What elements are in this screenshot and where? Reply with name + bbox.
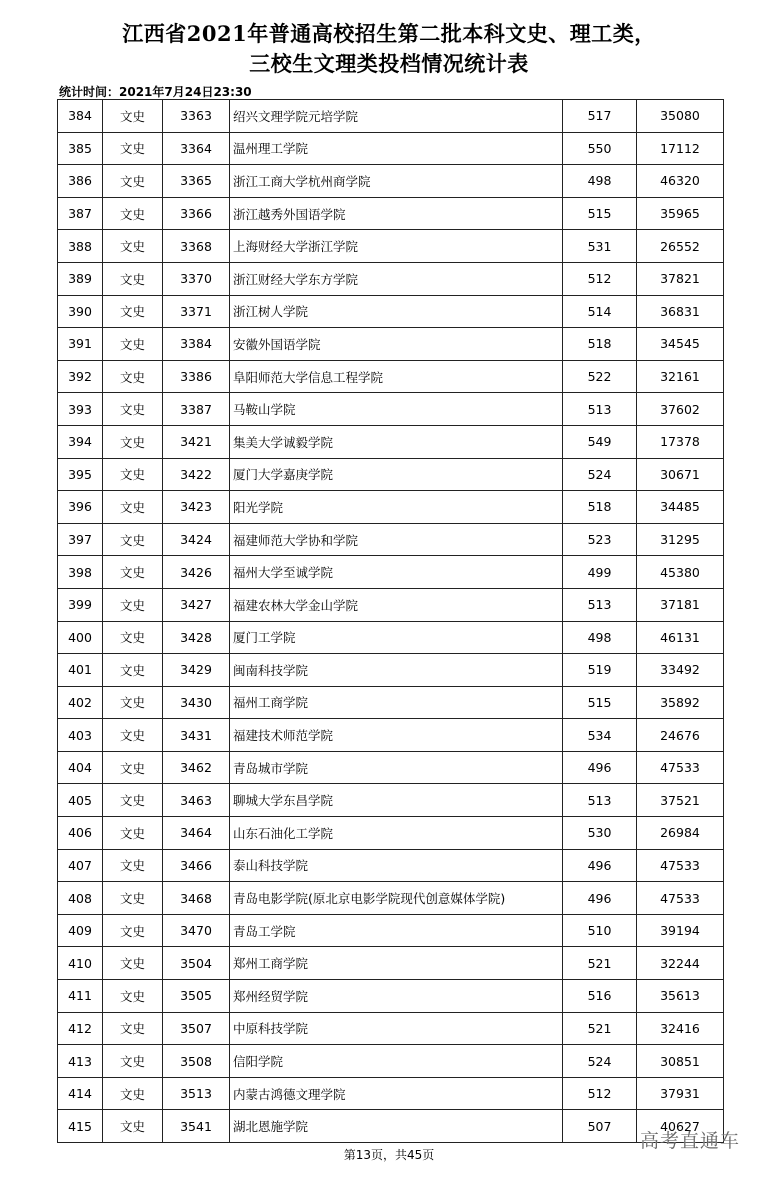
cell-rank: 46131 [637, 621, 724, 654]
cell-min-score: 510 [563, 914, 637, 947]
cell-row-index: 408 [58, 882, 103, 915]
cell-school-name: 青岛电影学院(原北京电影学院现代创意媒体学院) [230, 882, 563, 915]
cell-subject-category: 文史 [103, 132, 163, 165]
cell-row-index: 388 [58, 230, 103, 263]
cell-school-name: 浙江财经大学东方学院 [230, 262, 563, 295]
cell-row-index: 414 [58, 1077, 103, 1110]
cell-school-name: 浙江树人学院 [230, 295, 563, 328]
cell-min-score: 530 [563, 817, 637, 850]
cell-rank: 24676 [637, 719, 724, 752]
table-row [58, 425, 724, 458]
cell-rank: 37521 [637, 784, 724, 817]
cell-school-code: 3363 [163, 100, 230, 133]
cell-school-code: 3468 [163, 882, 230, 915]
cell-rank: 34545 [637, 328, 724, 361]
cell-subject-category: 文史 [103, 947, 163, 980]
cell-rank: 35613 [637, 980, 724, 1013]
cell-rank: 37821 [637, 262, 724, 295]
cell-school-name: 郑州经贸学院 [230, 980, 563, 1013]
cell-school-code: 3505 [163, 980, 230, 1013]
cell-row-index: 387 [58, 197, 103, 230]
cell-school-name: 安徽外国语学院 [230, 328, 563, 361]
cell-row-index: 399 [58, 588, 103, 621]
cell-min-score: 496 [563, 849, 637, 882]
cell-row-index: 391 [58, 328, 103, 361]
cell-min-score: 507 [563, 1110, 637, 1143]
cell-row-index: 389 [58, 262, 103, 295]
table-row [58, 262, 724, 295]
page-title-line1: 江西省2021年普通高校招生第二批本科文史、理工类， [122, 21, 656, 46]
cell-rank: 36831 [637, 295, 724, 328]
cell-row-index: 394 [58, 425, 103, 458]
cell-min-score: 550 [563, 132, 637, 165]
cell-row-index: 407 [58, 849, 103, 882]
cell-school-name: 厦门大学嘉庚学院 [230, 458, 563, 491]
cell-subject-category: 文史 [103, 882, 163, 915]
cell-school-code: 3387 [163, 393, 230, 426]
cell-rank: 17378 [637, 425, 724, 458]
table-row [58, 719, 724, 752]
cell-row-index: 400 [58, 621, 103, 654]
cell-school-code: 3384 [163, 328, 230, 361]
cell-rank: 32416 [637, 1012, 724, 1045]
cell-rank: 47533 [637, 849, 724, 882]
table-row [58, 197, 724, 230]
cell-min-score: 516 [563, 980, 637, 1013]
table-row [58, 817, 724, 850]
page-title-line2: 三校生文理类投档情况统计表 [249, 51, 529, 76]
table-row [58, 165, 724, 198]
watermark: 高考直通车 [640, 1130, 741, 1152]
cell-min-score: 549 [563, 425, 637, 458]
cell-school-code: 3421 [163, 425, 230, 458]
cell-subject-category: 文史 [103, 1077, 163, 1110]
cell-subject-category: 文史 [103, 328, 163, 361]
cell-school-name: 青岛城市学院 [230, 751, 563, 784]
page-footer: 第13页，共45页 [343, 1148, 435, 1162]
cell-subject-category: 文史 [103, 751, 163, 784]
cell-row-index: 411 [58, 980, 103, 1013]
table-row [58, 491, 724, 524]
cell-row-index: 392 [58, 360, 103, 393]
cell-min-score: 524 [563, 1045, 637, 1078]
cell-row-index: 409 [58, 914, 103, 947]
cell-row-index: 386 [58, 165, 103, 198]
cell-school-code: 3429 [163, 654, 230, 687]
cell-rank: 37602 [637, 393, 724, 426]
table-row [58, 328, 724, 361]
cell-school-name: 中原科技学院 [230, 1012, 563, 1045]
cell-min-score: 496 [563, 751, 637, 784]
cell-school-name: 湖北恩施学院 [230, 1110, 563, 1143]
cell-min-score: 523 [563, 523, 637, 556]
cell-min-score: 522 [563, 360, 637, 393]
table-row [58, 1045, 724, 1078]
cell-rank: 35965 [637, 197, 724, 230]
cell-row-index: 413 [58, 1045, 103, 1078]
cell-row-index: 404 [58, 751, 103, 784]
cell-rank: 30851 [637, 1045, 724, 1078]
cell-rank: 46320 [637, 165, 724, 198]
cell-subject-category: 文史 [103, 100, 163, 133]
cell-school-code: 3431 [163, 719, 230, 752]
cell-school-name: 福州工商学院 [230, 686, 563, 719]
cell-school-name: 温州理工学院 [230, 132, 563, 165]
cell-row-index: 406 [58, 817, 103, 850]
cell-row-index: 397 [58, 523, 103, 556]
table-body [58, 100, 724, 1143]
cell-school-code: 3422 [163, 458, 230, 491]
cell-school-code: 3428 [163, 621, 230, 654]
cell-subject-category: 文史 [103, 914, 163, 947]
cell-subject-category: 文史 [103, 165, 163, 198]
cell-school-name: 闽南科技学院 [230, 654, 563, 687]
cell-rank: 40627 [637, 1110, 724, 1143]
cell-school-name: 福州大学至诚学院 [230, 556, 563, 589]
cell-row-index: 396 [58, 491, 103, 524]
cell-row-index: 398 [58, 556, 103, 589]
cell-rank: 34485 [637, 491, 724, 524]
cell-row-index: 393 [58, 393, 103, 426]
cell-school-code: 3508 [163, 1045, 230, 1078]
cell-school-code: 3507 [163, 1012, 230, 1045]
cell-school-name: 浙江越秀外国语学院 [230, 197, 563, 230]
cell-rank: 37181 [637, 588, 724, 621]
cell-school-name: 集美大学诚毅学院 [230, 425, 563, 458]
cell-row-index: 390 [58, 295, 103, 328]
cell-min-score: 515 [563, 686, 637, 719]
table-row [58, 849, 724, 882]
cell-subject-category: 文史 [103, 1110, 163, 1143]
cell-min-score: 521 [563, 947, 637, 980]
cell-school-name: 福建农林大学金山学院 [230, 588, 563, 621]
cell-school-code: 3423 [163, 491, 230, 524]
cell-school-code: 3513 [163, 1077, 230, 1110]
table-row [58, 1077, 724, 1110]
cell-subject-category: 文史 [103, 1045, 163, 1078]
cell-school-code: 3370 [163, 262, 230, 295]
cell-min-score: 498 [563, 165, 637, 198]
cell-row-index: 402 [58, 686, 103, 719]
table-row [58, 621, 724, 654]
table-row [58, 751, 724, 784]
table-row [58, 523, 724, 556]
cell-school-name: 郑州工商学院 [230, 947, 563, 980]
cell-row-index: 403 [58, 719, 103, 752]
table-row [58, 230, 724, 263]
cell-min-score: 519 [563, 654, 637, 687]
cell-school-code: 3504 [163, 947, 230, 980]
cell-rank: 32161 [637, 360, 724, 393]
statistics-time: 统计时间：2021年7月24日23:30 [59, 85, 252, 99]
cell-school-code: 3464 [163, 817, 230, 850]
table-row [58, 914, 724, 947]
table-row [58, 556, 724, 589]
cell-school-code: 3368 [163, 230, 230, 263]
cell-school-code: 3364 [163, 132, 230, 165]
cell-school-code: 3430 [163, 686, 230, 719]
cell-row-index: 405 [58, 784, 103, 817]
cell-subject-category: 文史 [103, 784, 163, 817]
cell-subject-category: 文史 [103, 523, 163, 556]
table-row [58, 784, 724, 817]
table-row [58, 458, 724, 491]
cell-rank: 33492 [637, 654, 724, 687]
cell-subject-category: 文史 [103, 425, 163, 458]
cell-min-score: 513 [563, 393, 637, 426]
table-row [58, 588, 724, 621]
cell-subject-category: 文史 [103, 262, 163, 295]
cell-subject-category: 文史 [103, 556, 163, 589]
table-row [58, 132, 724, 165]
cell-row-index: 415 [58, 1110, 103, 1143]
cell-school-code: 3366 [163, 197, 230, 230]
cell-school-code: 3541 [163, 1110, 230, 1143]
cell-min-score: 513 [563, 784, 637, 817]
cell-school-name: 山东石油化工学院 [230, 817, 563, 850]
cell-rank: 32244 [637, 947, 724, 980]
cell-min-score: 498 [563, 621, 637, 654]
table-row [58, 100, 724, 133]
table-row [58, 980, 724, 1013]
cell-min-score: 512 [563, 262, 637, 295]
cell-min-score: 515 [563, 197, 637, 230]
cell-school-name: 内蒙古鸿德文理学院 [230, 1077, 563, 1110]
cell-min-score: 524 [563, 458, 637, 491]
cell-min-score: 518 [563, 491, 637, 524]
cell-school-code: 3466 [163, 849, 230, 882]
cell-subject-category: 文史 [103, 817, 163, 850]
cell-school-name: 青岛工学院 [230, 914, 563, 947]
cell-subject-category: 文史 [103, 230, 163, 263]
cell-rank: 45380 [637, 556, 724, 589]
cell-school-name: 信阳学院 [230, 1045, 563, 1078]
cell-school-code: 3463 [163, 784, 230, 817]
cell-subject-category: 文史 [103, 849, 163, 882]
cell-subject-category: 文史 [103, 393, 163, 426]
cell-subject-category: 文史 [103, 458, 163, 491]
cell-min-score: 531 [563, 230, 637, 263]
table-row [58, 1012, 724, 1045]
cell-subject-category: 文史 [103, 1012, 163, 1045]
table-row [58, 1110, 724, 1143]
table-row [58, 654, 724, 687]
cell-school-name: 福建技术师范学院 [230, 719, 563, 752]
cell-min-score: 512 [563, 1077, 637, 1110]
cell-min-score: 499 [563, 556, 637, 589]
cell-rank: 26984 [637, 817, 724, 850]
cell-rank: 26552 [637, 230, 724, 263]
cell-school-name: 福建师范大学协和学院 [230, 523, 563, 556]
cell-school-name: 上海财经大学浙江学院 [230, 230, 563, 263]
cell-rank: 30671 [637, 458, 724, 491]
cell-rank: 39194 [637, 914, 724, 947]
cell-row-index: 410 [58, 947, 103, 980]
cell-school-code: 3365 [163, 165, 230, 198]
cell-rank: 47533 [637, 751, 724, 784]
cell-row-index: 395 [58, 458, 103, 491]
cell-school-name: 泰山科技学院 [230, 849, 563, 882]
cell-school-code: 3371 [163, 295, 230, 328]
cell-row-index: 412 [58, 1012, 103, 1045]
cell-min-score: 514 [563, 295, 637, 328]
cell-school-code: 3426 [163, 556, 230, 589]
table-row [58, 295, 724, 328]
cell-school-code: 3427 [163, 588, 230, 621]
cell-subject-category: 文史 [103, 491, 163, 524]
cell-school-name: 厦门工学院 [230, 621, 563, 654]
cell-school-name: 聊城大学东昌学院 [230, 784, 563, 817]
cell-school-code: 3462 [163, 751, 230, 784]
cell-rank: 35080 [637, 100, 724, 133]
cell-subject-category: 文史 [103, 588, 163, 621]
cell-rank: 31295 [637, 523, 724, 556]
table-row [58, 882, 724, 915]
cell-row-index: 385 [58, 132, 103, 165]
admission-table [57, 99, 724, 1143]
cell-rank: 37931 [637, 1077, 724, 1110]
cell-school-code: 3424 [163, 523, 230, 556]
cell-subject-category: 文史 [103, 360, 163, 393]
cell-min-score: 496 [563, 882, 637, 915]
cell-subject-category: 文史 [103, 197, 163, 230]
cell-subject-category: 文史 [103, 980, 163, 1013]
table-row [58, 686, 724, 719]
cell-min-score: 518 [563, 328, 637, 361]
table-row [58, 360, 724, 393]
table-row [58, 947, 724, 980]
cell-min-score: 517 [563, 100, 637, 133]
cell-min-score: 534 [563, 719, 637, 752]
cell-row-index: 401 [58, 654, 103, 687]
table-row [58, 393, 724, 426]
cell-subject-category: 文史 [103, 719, 163, 752]
cell-rank: 35892 [637, 686, 724, 719]
cell-rank: 47533 [637, 882, 724, 915]
cell-subject-category: 文史 [103, 686, 163, 719]
cell-school-code: 3386 [163, 360, 230, 393]
cell-school-name: 绍兴文理学院元培学院 [230, 100, 563, 133]
cell-subject-category: 文史 [103, 654, 163, 687]
cell-min-score: 513 [563, 588, 637, 621]
cell-school-name: 马鞍山学院 [230, 393, 563, 426]
cell-subject-category: 文史 [103, 295, 163, 328]
cell-min-score: 521 [563, 1012, 637, 1045]
cell-school-code: 3470 [163, 914, 230, 947]
cell-school-name: 阳光学院 [230, 491, 563, 524]
cell-school-name: 浙江工商大学杭州商学院 [230, 165, 563, 198]
cell-row-index: 384 [58, 100, 103, 133]
cell-rank: 17112 [637, 132, 724, 165]
cell-school-name: 阜阳师范大学信息工程学院 [230, 360, 563, 393]
cell-subject-category: 文史 [103, 621, 163, 654]
